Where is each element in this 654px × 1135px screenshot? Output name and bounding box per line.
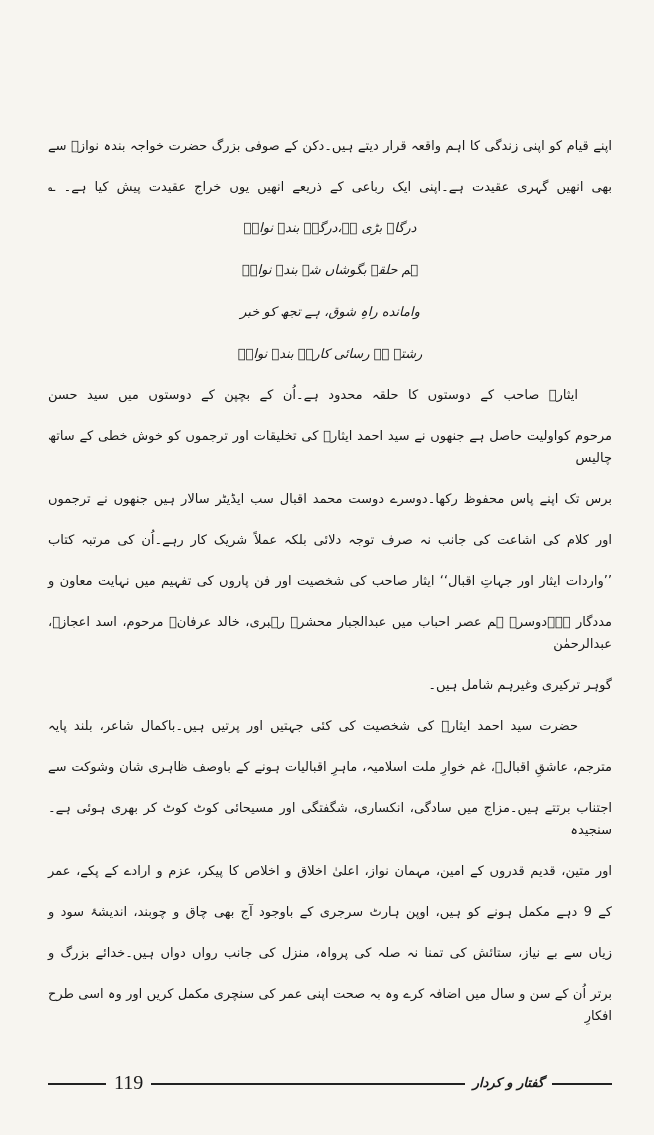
- text-line: مرحوم کواولیت حاصل ہے جنھوں نے سید احمد ایثارؔ کی تخلیقات اور ترجموں کو خوش خطی کے ساتھ چالیس: [48, 429, 612, 466]
- text-line: کے 9 دہے مکمل ہونے کو ہیں، اوپن ہارٹ سرجری کے باوجود آج بھی چاق و چوبند، اندیشۂ سود و: [48, 905, 612, 920]
- text-line: اور کلام کی اشاعت کی جانب نہ صرف توجہ دلائی بلکہ عملاً شریک کار رہے۔اُن کی مرتبہ کتاب: [48, 533, 612, 548]
- footer-rule: [151, 1083, 464, 1085]
- text-line: برتر اُن کے سن و سال میں اضافہ کرے وہ بہ صحت اپنی عمر کی سنچری مکمل کریں اور وہ اسی طرح افکارِ: [48, 987, 612, 1024]
- text-line: مددگار ہے۔دوسرے ہم عصر احباب میں عبدالجبار محشرؔ رہبری، خالد عرفانؔ مرحوم، اسد اعجازؔ، عبدالرحمٰن: [48, 615, 612, 652]
- book-title: گفتار و کردار: [472, 1076, 544, 1091]
- text-line: اور متین، قدیم قدروں کے امین، مہمان نواز، اعلیٰ اخلاق و اخلاص کا پیکر، عزم و ارادے کے پکے، عمر: [48, 864, 612, 879]
- footer-rule: [552, 1083, 612, 1085]
- text-line: گوہر ترکیری وغیرہم شامل ہیں۔: [428, 678, 612, 693]
- text-line: ’’واردات ایثار اور جہاتِ اقبال‘‘ ایثار صاحب کی شخصیت اور فن پاروں کی تفہیم میں نہایت معاون و: [48, 574, 612, 589]
- footer-rule: [48, 1083, 106, 1085]
- text-line: بھی انھیں گہری عقیدت ہے۔اپنی ایک رباعی کے ذریعے انھیں یوں خراج عقیدت پیش کیا ہے۔ ؎: [48, 180, 612, 195]
- text-line: حضرت سید احمد ایثارؔ کی شخصیت کی کئی جہتیں اور پرتیں ہیں۔باکمال شاعر، بلند پایہ: [48, 719, 578, 734]
- text-line: مترجم، عاشقِ اقبالؔ، غم خوارِ ملت اسلامیہ، ماہرِ اقبالیات ہونے کے باوصف ظاہری شان وشوکت سے: [48, 760, 612, 775]
- verse-line: ہم حلقہ بگوشاں شہ بندہ نوازؒ: [241, 263, 419, 278]
- verse-line: درگاہ بڑی ہے،درگہِ بندہ نوازؒ: [243, 221, 417, 236]
- text-line: اپنے قیام کو اپنی زندگی کا اہم واقعہ قرار دیتے ہیں۔دکن کے صوفی بزرگ حضرت خواجہ بندہ نوازؒ سے: [48, 139, 612, 154]
- page-number: 119: [114, 1072, 144, 1094]
- verse-line: رشتہ ہے رسائی کارہِ بندہ نوازؒ: [237, 347, 423, 362]
- verse-line: وامانده راہِ شوق، ہے تجھ کو خبر: [240, 305, 420, 320]
- text-line: ایثارؔ صاحب کے دوستوں کا حلقہ محدود ہے۔اُن کے بچپن کے دوستوں میں سید حسن: [48, 388, 578, 403]
- text-line: زیاں سے بے نیاز، ستائش کی تمنا نہ صلہ کی پرواہ، منزل کی جانب رواں دواں ہیں۔خدائے بزرگ و: [48, 946, 612, 961]
- page-footer: [48, 1072, 612, 1095]
- text-line: اجتناب برتتے ہیں۔مزاج میں سادگی، انکساری، شگفتگی اور مسیحائی کوٹ کوٹ کر بھری ہوئی ہے۔سنجیدہ: [48, 801, 612, 838]
- verse-block: [48, 218, 612, 366]
- text-line: برس تک اپنے پاس محفوظ رکھا۔دوسرے دوست محمد اقبال سب ایڈیٹر سالار ہیں جنھوں نے ترجموں: [48, 492, 612, 507]
